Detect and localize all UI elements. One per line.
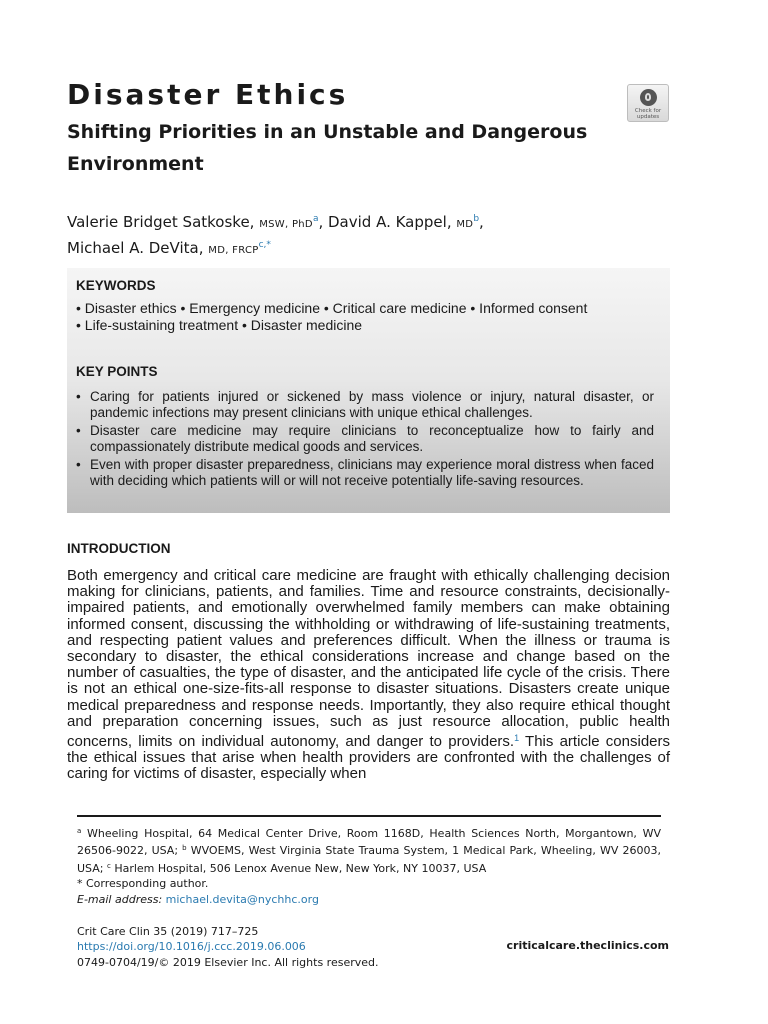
key-points-heading: KEY POINTS	[76, 364, 158, 379]
key-point-item: • Disaster care medicine may require clinicians to reconceptualize how to fairly and compassionately distribute medical goods and services.	[76, 423, 654, 454]
corresponding-author: * Corresponding author.	[77, 877, 209, 891]
introduction-text: Both emergency and critical care medicine are fraught with ethically challenging decision making for clinicians, patients, and families. Time and resource constraints, decisionally-impaired patients, and emotionally overwhelmed family members can make obtaining informed consent, discussing the withholding or withdrawing of life-sustaining treatments, and respecting patient values and preferences difficult. When the illness or trauma is secondary to disaster, the ethical considerations increase and change based on the number of casualties, the type of disaster, and the anticipated life cycle of the crisis. There is not an ethical one-size-fits-all response to disaster situations. Disasters create unique medical preparedness and response needs. Importantly, they also require ethical thought and preparation concerning issues, such as just resource allocation, public health concerns, limits on individual autonomy, and danger to providers.	[67, 567, 670, 751]
badge-line2: updates	[636, 114, 660, 120]
author-name: David A. Kappel,	[328, 213, 452, 231]
affiliation-mark: b	[182, 844, 187, 853]
email-line	[77, 892, 661, 907]
affiliation-mark[interactable]: a	[312, 214, 319, 224]
affiliation-mark: a	[77, 827, 82, 835]
email-label: E-mail address:	[77, 892, 163, 906]
keywords-line: • Disaster ethics • Emergency medicine • Critical care medicine • Informed consent	[76, 300, 588, 316]
key-points-list	[76, 389, 654, 488]
doi-link[interactable]: https://doi.org/10.1016/j.ccc.2019.06.006	[77, 940, 306, 954]
journal-site: criticalcare.theclinics.com	[506, 939, 669, 952]
affiliation-text: Harlem Hospital, 506 Lenox Avenue New, New York, NY 10037, USA	[110, 861, 487, 875]
author-name: Valerie Bridget Satkoske,	[67, 213, 255, 231]
key-point-item: • Even with proper disaster preparedness, clinicians may experience moral distress when faced with deciding which patients will or will not receive potentially life-saving resources.	[76, 457, 654, 488]
keywords-line: • Life-sustaining treatment • Disaster medicine	[76, 317, 363, 333]
affiliation-mark: c	[106, 861, 111, 870]
author-list: Valerie Bridget Satkoske, MSW, PhD$^a$, David A. Kappel, $MD^b$, Michael A. DeVita, MD, $FRCP^{c,*}$	[67, 213, 484, 257]
keywords-keypoints-box	[67, 268, 670, 513]
affiliations	[77, 824, 661, 876]
email-link[interactable]: michael.devita@nychhc.org	[165, 892, 319, 906]
keywords-list	[76, 300, 654, 334]
copyright: 0749-0704/19/© 2019 Elsevier Inc. All rights reserved.	[77, 955, 379, 969]
author-degree: MD	[456, 219, 474, 230]
article-subtitle: Shifting Priorities in an Unstable and Dangerous Environment	[67, 121, 588, 175]
reference-link[interactable]: 1	[514, 733, 520, 744]
affiliation-mark[interactable]: b	[473, 214, 480, 224]
affiliation-text: Wheeling Hospital, 64 Medical Center Drive, Room 1168D, Health Sciences North, Morgantown, WV 26506-9022, USA;	[77, 827, 661, 858]
journal-citation: Crit Care Clin 35 (2019) 717–725	[77, 925, 259, 938]
affiliations-footnote	[77, 824, 661, 907]
introduction-paragraph	[67, 568, 670, 783]
footnote-divider	[77, 815, 661, 817]
key-point-item: • Caring for patients injured or sickened by mass violence or injury, natural disaster, or pandemic infections may present clinicians with unique ethical challenges.	[76, 389, 654, 420]
author-degree: MD, FRCP	[208, 245, 259, 256]
keywords-heading: KEYWORDS	[76, 278, 156, 293]
check-for-updates-icon	[640, 89, 657, 106]
author-name: Michael A. DeVita,	[67, 239, 204, 257]
badge-line1: Check for	[634, 108, 662, 114]
introduction-heading: INTRODUCTION	[67, 541, 171, 556]
affiliation-text: WVOEMS, West Virginia State Trauma System, 1 Medical Park, Wheeling, WV 26003, USA;	[77, 844, 661, 875]
affiliation-mark[interactable]: c,*	[258, 240, 271, 250]
author-degree: MSW, PhD	[259, 219, 313, 230]
introduction-text-cont: This article considers the ethical issues that arise when health providers are confronted with the challenges of caring for victims of disaster, especially when	[67, 733, 670, 783]
check-for-updates-badge[interactable]	[627, 84, 669, 122]
article-title: Disaster Ethics	[67, 78, 349, 111]
